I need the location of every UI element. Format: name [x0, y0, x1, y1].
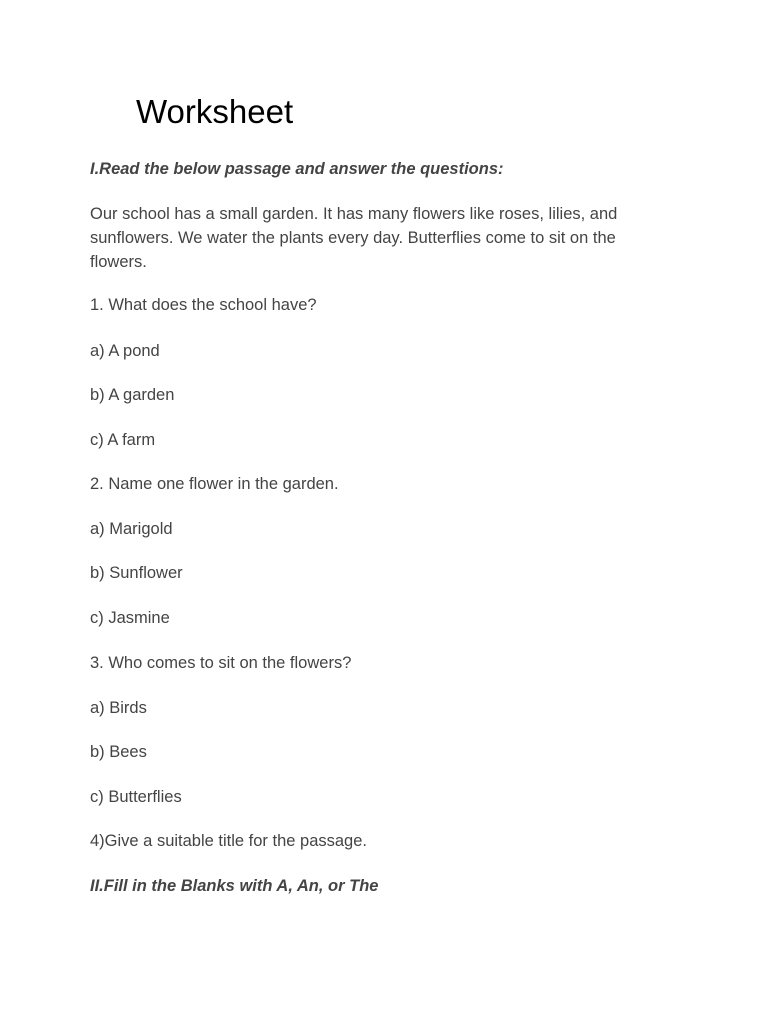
section-1-heading: I.Read the below passage and answer the questions:	[90, 160, 504, 178]
question-2-option-b: b) Sunflower	[90, 564, 183, 582]
question-1: 1. What does the school have?	[90, 296, 317, 314]
question-1-option-a: a) A pond	[90, 342, 160, 360]
section-2-heading: II.Fill in the Blanks with A, An, or The	[90, 877, 379, 895]
question-4: 4)Give a suitable title for the passage.	[90, 832, 367, 850]
passage-text: Our school has a small garden. It has many flowers like roses, lilies, and sunflowers. We water the plants every day. Butterflies come to sit on the flowers.	[90, 205, 618, 271]
question-2: 2. Name one flower in the garden.	[90, 475, 339, 493]
question-1-option-c: c) A farm	[90, 431, 156, 449]
question-3: 3. Who comes to sit on the flowers?	[90, 654, 352, 672]
question-2-option-c: c) Jasmine	[90, 609, 170, 627]
question-3-option-c: c) Butterflies	[90, 788, 182, 806]
question-3-option-b: b) Bees	[90, 743, 147, 761]
question-3-option-a: a) Birds	[90, 699, 147, 717]
question-2-option-a: a) Marigold	[90, 520, 173, 538]
question-1-option-b: b) A garden	[90, 386, 175, 404]
page-title: Worksheet	[136, 93, 294, 130]
